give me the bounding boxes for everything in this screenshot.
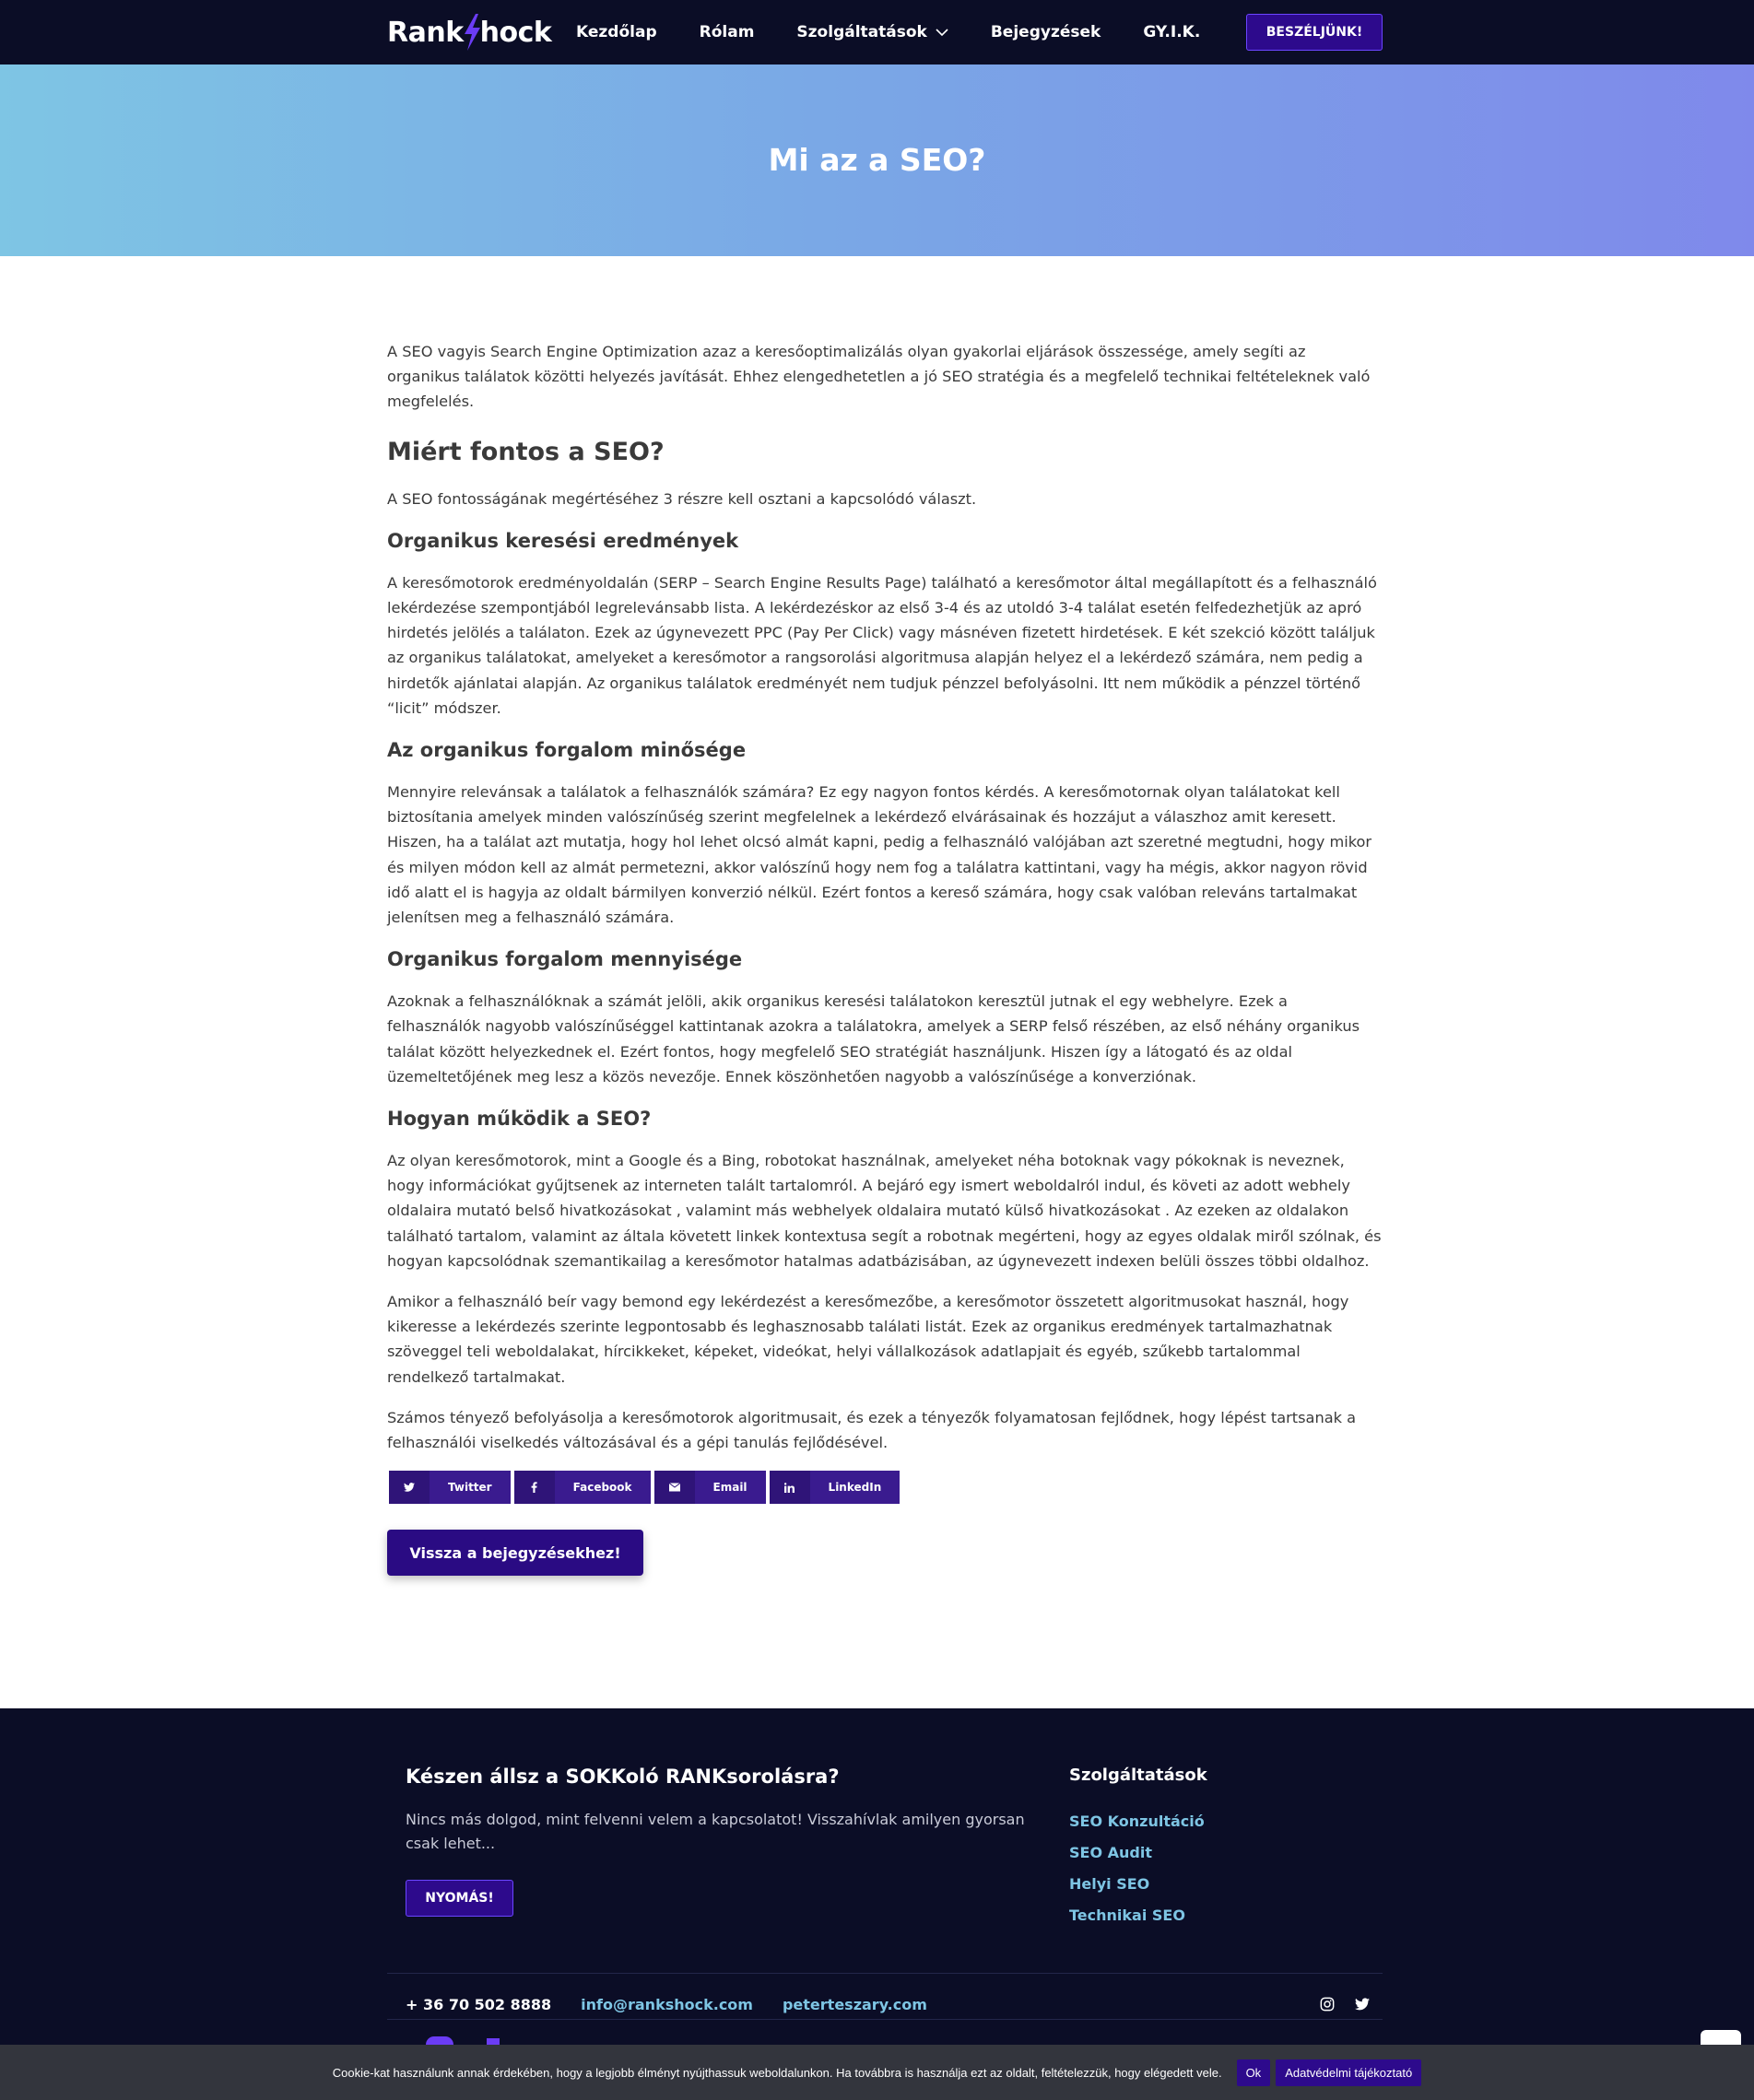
footer-social (1300, 1990, 1370, 2018)
paragraph-why-seo: A SEO fontosságának megértéséhez 3 részre kell osztani a kapcsolódó választ. (387, 489, 977, 508)
paragraph-how-3: Számos tényező befolyásolja a keresőmotorok algoritmusait, és ezek a tényezők folyamatosan fejlődnek, hogy lépést tartsanak a felhasználói viselkedés változásával és a gépi tanulás fejlődésével. (387, 1408, 1357, 1452)
nav-item-about[interactable]: Rólam (699, 23, 755, 41)
site-footer (0, 1708, 1754, 2100)
share-twitter-button[interactable] (389, 1471, 511, 1504)
footer-services (1069, 1766, 1383, 1938)
article-body (387, 339, 1383, 1576)
heading-why-seo: Miért fontos a SEO? (387, 437, 665, 466)
site-logo[interactable] (387, 9, 551, 55)
footer-site-link[interactable]: peterteszary.com (782, 1995, 927, 2013)
back-to-posts-button[interactable]: Vissza a bejegyzésekhez! (387, 1530, 643, 1576)
paragraph-how-1: Az olyan keresőmotorok, mint a Google és a Bing, robotokat használnak, amelyeket néha botoknak vagy pókoknak is neveznek, hogy információkat gyűjtsenek az interneten talált tartalomról. A bejáró egy ismert weboldalról indul, és követi az adott webhely oldalaira mutató belső hivatkozásokat , valamint más webhelyek oldalaira mutató külső hivatkozásokat . Az ezeken az oldalakon található tartalom, valamint az általa követett linkek kontextusa segít a robotnak megérteni, hogy az egyes oldalak miről szólnak, és hogyan kapcsolódnak szemantikailag a keresőmotor hatalmas adatbázisában, az úgynevezett indexen belüli összes többi oldalhoz. (387, 1152, 1382, 1270)
footer-logo-cloud (426, 2036, 453, 2045)
footer-service-link-technical[interactable]: Technikai SEO (1069, 1906, 1185, 1924)
nav-item-home[interactable]: Kezdőlap (576, 23, 657, 41)
contact-cta-button[interactable]: BESZÉLJÜNK! (1246, 14, 1383, 51)
footer-cta-block (406, 1766, 1042, 1917)
privacy-policy-button[interactable]: Adatvédelmi tájékoztató (1276, 2059, 1421, 2086)
share-email-button[interactable] (654, 1471, 766, 1504)
heading-traffic-quantity: Organikus forgalom mennyisége (387, 948, 743, 971)
paragraph-organic-results: A keresőmotorok eredményoldalán (SERP – Search Engine Results Page) található a keresőmotor által megállapított és a felhasználó lekérdezése szempontjából legrelevánsabb lista. A lekérdezéskor az első 3-4 és az utoldó 3-4 találat esetén felfedezhetjük az apró hirdetés jelölés a találaton. Ezek az úgynevezett PPC (Pay Per Click) vagy másnéven fizetett hirdetések. E két szekció között találjuk az organikus találatokat, amelyeket a keresőmotor a rangsorolási algoritmusa alapján helyez el a lekérdező számára, nem pedig a hirdetők ajánlatai alapján. Az organikus találatok eredményét nem tudjuk pénzzel befolyásolni. Itt nem működik a pénzzel történő “licit” módszer. (387, 573, 1377, 717)
top-navigation (0, 0, 1754, 65)
footer-service-link-local[interactable]: Helyi SEO (1069, 1875, 1150, 1893)
footer-cta-button[interactable]: NYOMÁS! (406, 1880, 513, 1917)
twitter-icon[interactable] (1355, 1998, 1370, 2011)
share-facebook-label: Facebook (572, 1481, 632, 1495)
logo-text-right: hock (479, 16, 552, 49)
cookie-ok-button[interactable]: Ok (1237, 2059, 1271, 2086)
nav-item-posts[interactable]: Bejegyzések (990, 23, 1101, 41)
main-menu (576, 0, 1242, 65)
page-title: Mi az a SEO? (768, 142, 986, 178)
heading-traffic-quality: Az organikus forgalom minősége (387, 739, 747, 762)
footer-heading: Készen állsz a SOKKoló RANKsorolásra? (406, 1766, 840, 1788)
nav-item-services-label: Szolgáltatások (796, 23, 927, 41)
footer-phone[interactable]: + 36 70 502 8888 (406, 1995, 552, 2013)
footer-email-link[interactable]: info@rankshock.com (581, 1995, 753, 2013)
lightning-bolt-icon (462, 14, 482, 51)
nav-item-faq[interactable]: GY.I.K. (1143, 23, 1201, 41)
share-buttons (389, 1471, 1383, 1504)
linkedin-icon (770, 1471, 810, 1504)
share-email-label: Email (712, 1481, 748, 1495)
footer-text: Nincs más dolgod, mint felvenni velem a kapcsolatot! Visszahívlak amilyen gyorsan csak lehet... (406, 1811, 1025, 1852)
paragraph-traffic-quality: Mennyire relevánsak a találatok a felhasználók számára? Ez egy nagyon fontos kérdés. A keresőmotornak olyan találatokat kell biztosítania amelyek minden valószínűség szerint megfelelnek a lekérdező elvárásainak és hozzájut a válaszhoz amit keresett. Hiszen, ha a találat azt mutatja, hogy hol lehet olcsó almát kapni, pedig a felhasználó valójában azt szeretné megtudni, hogy mikor és milyen módon kell az almát permetezni, akkor valószínű hogy nem fog a találatra kattintani, vagy ha mégis, akkor nagyon rövid idő alatt el is hagyja az oldalt bármilyen konverzió nélkül. Ezért fontos a kereső számára, hogy csak valóban releváns tartalmakat jelenítsen meg a felhasználó számára. (387, 783, 1372, 927)
footer-contact (406, 1990, 957, 2018)
twitter-icon (389, 1471, 430, 1504)
instagram-icon[interactable] (1320, 1997, 1335, 2012)
footer-logo-bolt (487, 2038, 500, 2045)
share-linkedin-button[interactable] (770, 1471, 901, 1504)
footer-divider-bottom (387, 2019, 1383, 2020)
heading-how-seo-works: Hogyan működik a SEO? (387, 1108, 652, 1131)
heading-organic-results: Organikus keresési eredmények (387, 529, 739, 552)
page-hero (0, 65, 1754, 256)
footer-service-link-consultation[interactable]: SEO Konzultáció (1069, 1813, 1205, 1830)
footer-service-link-audit[interactable]: SEO Audit (1069, 1844, 1152, 1861)
footer-services-title: Szolgáltatások (1069, 1766, 1207, 1785)
intro-paragraph: A SEO vagyis Search Engine Optimization azaz a keresőoptimalizálás olyan gyakorlai eljárások összessége, amely segíti az organikus találatok közötti helyezés javítását. Ehhez elengedhetetlen a jó SEO stratégia és a megfelelő technikai feltételeknek való megfelelés. (387, 343, 1371, 411)
envelope-icon (654, 1471, 695, 1504)
share-linkedin-label: LinkedIn (828, 1481, 882, 1495)
chevron-down-icon (936, 29, 948, 37)
paragraph-how-2: Amikor a felhasználó beír vagy bemond egy lekérdezést a keresőmezőbe, a keresőmotor összetett algoritmusokat használ, hogy kikeresse a lekérdezés szerinte legpontosabb és leghasznosabb találati listát. Ezek az organikus eredmények tartalmazhatnak szöveggel teli weboldalakat, hírcikkeket, képeket, videókat, helyi vállalkozások adatlapjait és egyéb, szűkebb tartalommal rendelkező tartalmakat. (387, 1293, 1349, 1386)
nav-item-services[interactable] (796, 23, 948, 41)
facebook-icon (514, 1471, 555, 1504)
share-facebook-button[interactable] (514, 1471, 651, 1504)
paragraph-traffic-quantity: Azoknak a felhasználóknak a számát jelöli, akik organikus keresési találatokon keresztül jutnak el egy webhelyre. Ezek a felhasználók nagyobb valószínűséggel kattintanak azokra a találatokra, amelyek a SERP felső részében, az első néhány organikus találat között helyezkednek el. Ezért fontos, hogy megfelelő SEO stratégiát használjunk. Hiszen így a látogató és az oldal üzemeltetőjének meg lesz a közös nevezője. Ennek köszönhetően nagyobb a valószínűsége a konverziónak. (387, 992, 1360, 1085)
cookie-message: Cookie-kat használunk annak érdekében, hogy a legjobb élményt nyújthassuk weboldalunkon. Ha továbbra is használja ezt az oldalt, feltételezzük, hogy elégedett vele. (332, 2065, 1222, 2080)
share-twitter-label: Twitter (448, 1481, 492, 1495)
logo-text-left: Rank (387, 16, 464, 49)
footer-divider-top (387, 1973, 1383, 1974)
cookie-notice (0, 2045, 1754, 2100)
